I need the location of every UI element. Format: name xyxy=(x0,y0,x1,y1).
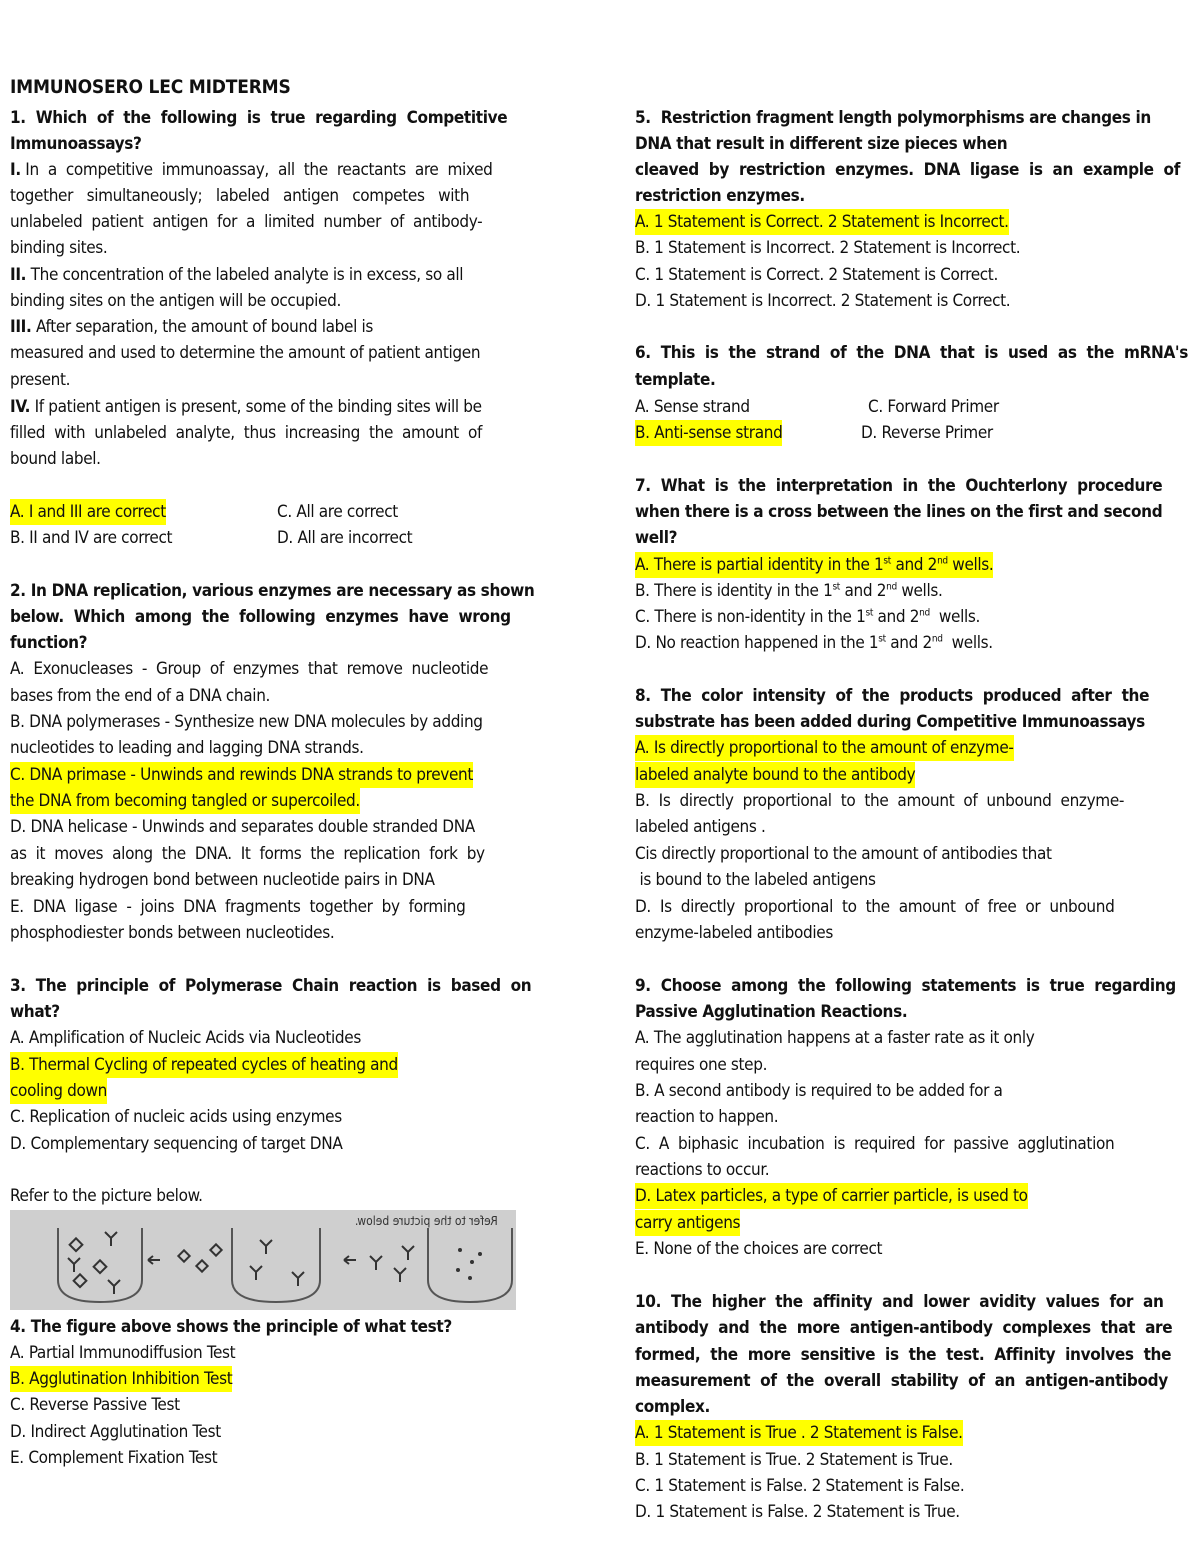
roman-numeral: II. xyxy=(10,265,27,285)
agglutination-figure xyxy=(10,1210,516,1310)
q1-line: measured and used to determine the amount of patient antigen xyxy=(10,343,481,363)
q8-option-d: D. Is directly proportional to the amount of free or unbound xyxy=(635,897,1115,917)
q2-option-d: as it moves along the DNA. It forms the replication fork by xyxy=(10,844,485,864)
q7-line: well? xyxy=(635,528,678,548)
q5-option-d: D. 1 Statement is Incorrect. 2 Statement is Correct. xyxy=(635,291,1011,311)
q9-option-d: D. Latex particles, a type of carrier particle, is used to xyxy=(635,1183,1028,1209)
q3-option-c: C. Replication of nucleic acids using enzymes xyxy=(10,1107,342,1127)
refer-text: Refer to the picture below. xyxy=(10,1186,203,1206)
ordinal-st: st xyxy=(865,607,874,619)
q5-line: restriction enzymes. xyxy=(635,186,805,206)
q10-option-d: D. 1 Statement is False. 2 Statement is True. xyxy=(635,1502,960,1522)
q1-line: Immunoassays? xyxy=(10,134,142,154)
q7-line: 7. What is the interpretation in the Ouchterlony procedure xyxy=(635,476,1163,496)
ordinal-nd: nd xyxy=(886,581,897,593)
q7-text: D. No reaction happened in the 1 xyxy=(635,633,879,653)
q7-text: wells. xyxy=(947,555,994,575)
q7-text: and 2 xyxy=(873,607,920,627)
q2-option-d: D. DNA helicase - Unwinds and separates double stranded DNA xyxy=(10,817,475,837)
roman-numeral: IV. xyxy=(10,397,31,417)
q2-option-e: E. DNA ligase - joins DNA fragments together by forming xyxy=(10,897,466,917)
figure-drawing xyxy=(10,1210,516,1310)
figure-caption-mirrored: Refer to the picture below. xyxy=(355,1214,498,1228)
q8-option-a: A. Is directly proportional to the amount of enzyme- xyxy=(635,735,1014,761)
q1-text: If patient antigen is present, some of the binding sites will be xyxy=(30,397,482,417)
q9-option-a: requires one step. xyxy=(635,1055,768,1075)
q1-line xyxy=(10,394,482,420)
q7-text: wells. xyxy=(942,633,993,653)
q4-option-b: B. Agglutination Inhibition Test xyxy=(10,1366,232,1392)
ordinal-nd: nd xyxy=(919,607,930,619)
ordinal-st: st xyxy=(878,633,886,645)
q8-option-c: Cis directly proportional to the amount of antibodies that xyxy=(635,844,1052,864)
q1-line: bound label. xyxy=(10,449,101,469)
ordinal-st: st xyxy=(883,555,891,567)
q8-option-a: labeled analyte bound to the antibody xyxy=(635,762,915,788)
ordinal-nd: nd xyxy=(931,633,943,645)
q7-option-c xyxy=(635,604,980,630)
q1-line: filled with unlabeled analyte, thus increasing the amount of xyxy=(10,423,482,443)
q1-line xyxy=(10,262,463,288)
q4-option-d: D. Indirect Agglutination Test xyxy=(10,1422,221,1442)
q2-option-c: C. DNA primase - Unwinds and rewinds DNA strands to prevent xyxy=(10,762,473,788)
q3-option-d: D. Complementary sequencing of target DNA xyxy=(10,1134,343,1154)
q8-line: 8. The color intensity of the products produced after the xyxy=(635,686,1150,706)
q9-option-c: C. A biphasic incubation is required for passive agglutination xyxy=(635,1134,1115,1154)
q3-option-b: cooling down xyxy=(10,1078,107,1104)
roman-numeral: I. xyxy=(10,160,21,180)
q1-text: The concentration of the labeled analyte is in excess, so all xyxy=(26,265,464,285)
q7-text: wells. xyxy=(896,581,943,601)
q10-line: measurement of the overall stability of an antigen-antibody xyxy=(635,1371,1168,1391)
q1-option-d: D. All are incorrect xyxy=(277,528,413,548)
q5-option-a: A. 1 Statement is Correct. 2 Statement is Incorrect. xyxy=(635,209,1009,235)
q4-option-a: A. Partial Immunodiffusion Test xyxy=(10,1343,236,1363)
q10-line: complex. xyxy=(635,1397,710,1417)
q6-line: 6. This is the strand of the DNA that is used as the mRNA's xyxy=(635,343,1189,363)
q10-option-a: A. 1 Statement is True . 2 Statement is False. xyxy=(635,1420,963,1446)
q7-text: and 2 xyxy=(890,555,938,575)
q5-line: DNA that result in different size pieces when xyxy=(635,134,1008,154)
q6-option-a: A. Sense strand xyxy=(635,397,750,417)
q7-text: wells. xyxy=(929,607,981,627)
q7-text: C. There is non-identity in the 1 xyxy=(635,607,866,627)
q7-text: B. There is identity in the 1 xyxy=(635,581,833,601)
q6-option-d: D. Reverse Primer xyxy=(861,423,993,443)
q2-option-c: the DNA from becoming tangled or supercoiled. xyxy=(10,788,360,814)
q4-option-c: C. Reverse Passive Test xyxy=(10,1395,180,1415)
q8-option-b: B. Is directly proportional to the amount of unbound enzyme- xyxy=(635,791,1125,811)
q7-line: when there is a cross between the lines on the first and second xyxy=(635,502,1163,522)
q9-option-e: E. None of the choices are correct xyxy=(635,1239,883,1259)
ordinal-nd: nd xyxy=(937,555,948,567)
q7-option-b xyxy=(635,578,942,604)
q10-line: antibody and the more antigen-antibody complexes that are xyxy=(635,1318,1173,1338)
q9-option-c: reactions to occur. xyxy=(635,1160,770,1180)
q3-option-a: A. Amplification of Nucleic Acids via Nucleotides xyxy=(10,1028,361,1048)
q2-option-b: B. DNA polymerases - Synthesize new DNA molecules by adding xyxy=(10,712,483,732)
q8-option-c: is bound to the labeled antigens xyxy=(635,870,876,890)
q1-line xyxy=(10,314,373,340)
q9-option-b: reaction to happen. xyxy=(635,1107,779,1127)
q8-option-d: enzyme-labeled antibodies xyxy=(635,923,833,943)
q2-option-b: nucleotides to leading and lagging DNA strands. xyxy=(10,738,364,758)
q10-option-c: C. 1 Statement is False. 2 Statement is False. xyxy=(635,1476,965,1496)
q1-text: In a competitive immunoassay, all the reactants are mixed xyxy=(20,160,493,180)
q9-line: 9. Choose among the following statements is true regarding xyxy=(635,976,1176,996)
q3-line: 3. The principle of Polymerase Chain reaction is based on xyxy=(10,976,532,996)
q3-option-b: B. Thermal Cycling of repeated cycles of heating and xyxy=(10,1052,398,1078)
q3-line: what? xyxy=(10,1002,60,1022)
page-title: IMMUNOSERO LEC MIDTERMS xyxy=(10,76,291,98)
q8-option-b: labeled antigens . xyxy=(635,817,766,837)
q9-line: Passive Agglutination Reactions. xyxy=(635,1002,908,1022)
q7-option-d xyxy=(635,630,993,656)
q1-line xyxy=(10,157,493,183)
q1-line: 1. Which of the following is true regarding Competitive xyxy=(10,108,508,128)
q1-line: unlabeled patient antigen for a limited number of antibody- xyxy=(10,212,483,232)
q2-option-d: breaking hydrogen bond between nucleotide pairs in DNA xyxy=(10,870,435,890)
q2-option-a: bases from the end of a DNA chain. xyxy=(10,686,271,706)
q1-option-c: C. All are correct xyxy=(277,502,398,522)
q5-line: 5. Restriction fragment length polymorphisms are changes in xyxy=(635,108,1151,128)
q5-line: cleaved by restriction enzymes. DNA ligase is an example of xyxy=(635,160,1181,180)
q5-option-c: C. 1 Statement is Correct. 2 Statement is Correct. xyxy=(635,265,998,285)
ordinal-st: st xyxy=(832,581,840,593)
q6-option-b: B. Anti-sense strand xyxy=(635,420,782,446)
q4-option-e: E. Complement Fixation Test xyxy=(10,1448,218,1468)
q2-option-a: A. Exonucleases - Group of enzymes that remove nucleotide xyxy=(10,659,489,679)
q6-line: template. xyxy=(635,370,716,390)
q8-line: substrate has been added during Competitive Immunoassays xyxy=(635,712,1145,732)
q1-line: together simultaneously; labeled antigen competes with xyxy=(10,186,470,206)
q1-text: After separation, the amount of bound label is xyxy=(31,317,373,337)
q7-text: and 2 xyxy=(885,633,932,653)
q2-line: function? xyxy=(10,633,88,653)
q2-line: 2. In DNA replication, various enzymes are necessary as shown xyxy=(10,581,535,601)
q2-line: below. Which among the following enzymes have wrong xyxy=(10,607,511,627)
q9-option-d: carry antigens xyxy=(635,1210,740,1236)
q7-text: and 2 xyxy=(839,581,887,601)
q10-option-b: B. 1 Statement is True. 2 Statement is True. xyxy=(635,1450,953,1470)
q10-line: formed, the more sensitive is the test. Affinity involves the xyxy=(635,1345,1172,1365)
q7-text: A. There is partial identity in the 1 xyxy=(635,555,884,575)
roman-numeral: III. xyxy=(10,317,32,337)
q9-option-b: B. A second antibody is required to be added for a xyxy=(635,1081,1003,1101)
q1-option-b: B. II and IV are correct xyxy=(10,528,173,548)
q1-line: binding sites. xyxy=(10,238,108,258)
q10-line: 10. The higher the affinity and lower avidity values for an xyxy=(635,1292,1164,1312)
q1-option-a: A. I and III are correct xyxy=(10,499,166,525)
q6-option-c: C. Forward Primer xyxy=(868,397,999,417)
q5-option-b: B. 1 Statement is Incorrect. 2 Statement is Incorrect. xyxy=(635,238,1021,258)
q7-option-a xyxy=(635,552,993,578)
q9-option-a: A. The agglutination happens at a faster rate as it only xyxy=(635,1028,1035,1048)
q4-line: 4. The figure above shows the principle of what test? xyxy=(10,1317,452,1337)
q1-line: binding sites on the antigen will be occupied. xyxy=(10,291,341,311)
q1-line: present. xyxy=(10,370,71,390)
q2-option-e: phosphodiester bonds between nucleotides. xyxy=(10,923,335,943)
